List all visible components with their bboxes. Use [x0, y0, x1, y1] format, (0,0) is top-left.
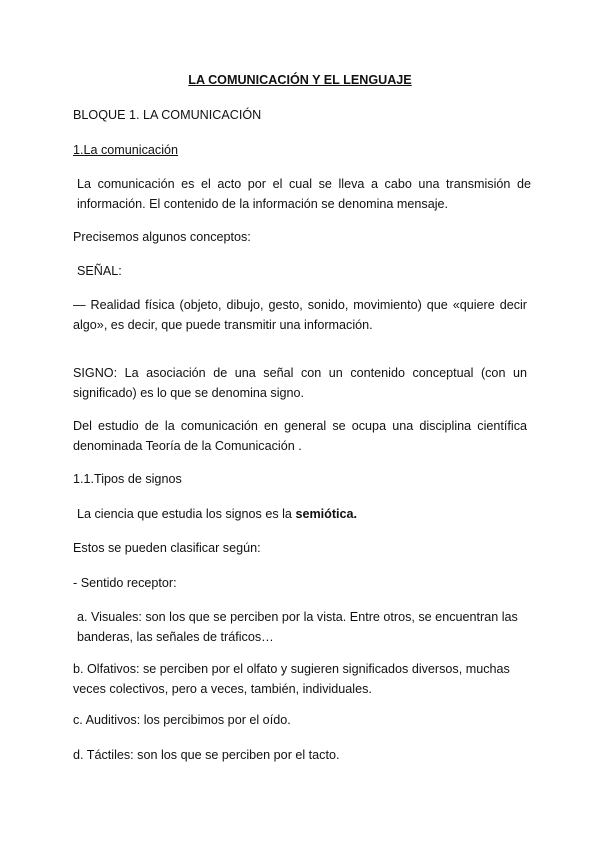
- paragraph-classify: Estos se pueden clasificar según:: [73, 541, 261, 555]
- paragraph-science: [73, 505, 531, 525]
- list-heading: - Sentido receptor:: [73, 576, 177, 590]
- senal-label: SEÑAL:: [77, 264, 122, 278]
- list-item-b: b. Olfativos: se perciben por el olfato y sugieren significados diversos, muchas veces colectivos, pero a veces, también, individuales.: [73, 662, 510, 696]
- signo-definition: SIGNO: La asociación de una señal con un contenido conceptual (con un significado) es lo que se denomina signo.: [73, 366, 527, 400]
- document-title: LA COMUNICACIÓN Y EL LENGUAJE: [188, 73, 412, 87]
- block-heading: BLOQUE 1. LA COMUNICACIÓN: [73, 108, 262, 122]
- paragraph-intro: La comunicación es el acto por el cual se lleva a cabo una transmisión de información. El contenido de la información se denomina mensaje.: [77, 177, 531, 211]
- paragraph-study: Del estudio de la comunicación en general se ocupa una disciplina científica denominada Teoría de la Comunicación .: [73, 419, 527, 453]
- senal-definition: — Realidad física (objeto, dibujo, gesto, sonido, movimiento) que «quiere decir algo», es decir, que puede transmitir una información.: [73, 298, 527, 332]
- science-prefix: La ciencia que estudia los signos es la: [77, 507, 296, 521]
- list-item-c: c. Auditivos: los percibimos por el oído.: [73, 713, 291, 727]
- subsection-heading: 1.1.Tipos de signos: [73, 472, 182, 486]
- semiotica-term: semiótica.: [295, 507, 358, 521]
- paragraph-concepts: Precisemos algunos conceptos:: [73, 230, 251, 244]
- section-heading: 1.La comunicación: [73, 143, 179, 157]
- list-item-d: d. Táctiles: son los que se perciben por el tacto.: [73, 748, 340, 762]
- section-heading-wrap: [73, 141, 527, 161]
- list-item-a: a. Visuales: son los que se perciben por la vista. Entre otros, se encuentran las banderas, las señales de tráficos…: [77, 610, 518, 644]
